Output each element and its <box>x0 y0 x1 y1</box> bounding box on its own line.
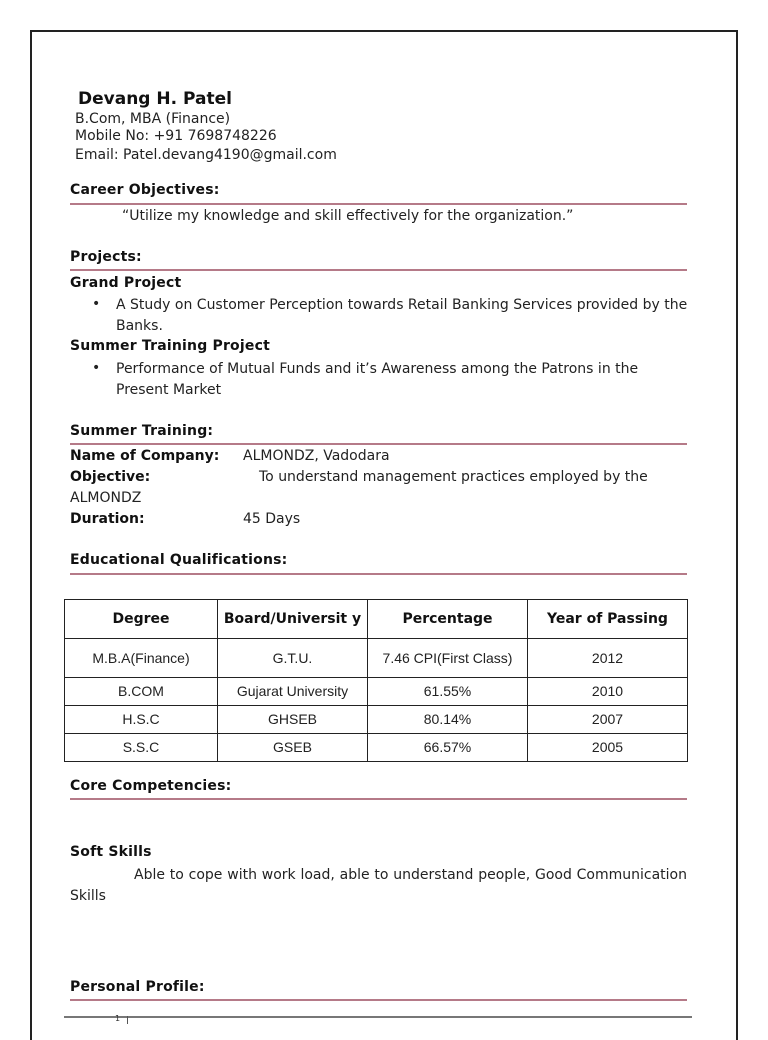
table-cell: M.B.A(Finance) <box>65 639 218 678</box>
summer-project-item: Performance of Mutual Funds and it’s Awareness among the Patrons in the Present Market <box>116 361 639 398</box>
table-cell: 2007 <box>528 706 688 734</box>
table-cell: 7.46 CPI(First Class) <box>368 639 528 678</box>
table-row <box>65 678 688 706</box>
table-cell: GHSEB <box>218 706 368 734</box>
table-cell: 61.55% <box>368 678 528 706</box>
resume-page <box>30 30 738 1040</box>
table-cell: G.T.U. <box>218 639 368 678</box>
table-cell: 2010 <box>528 678 688 706</box>
page-marker: 1 <box>115 1014 121 1023</box>
company-label: Name of Company: <box>70 448 220 464</box>
grand-project-item: A Study on Customer Perception towards Retail Banking Services provided by the Banks. <box>116 297 688 334</box>
education-heading: Educational Qualifications: <box>70 552 288 568</box>
section-divider <box>70 573 687 575</box>
duration-label: Duration: <box>70 511 145 527</box>
email-line: Email: Patel.devang4190@gmail.com <box>75 147 337 163</box>
education-table <box>64 599 688 762</box>
core-competencies-heading: Core Competencies: <box>70 778 232 794</box>
mobile-line: Mobile No: +91 7698748226 <box>75 128 277 144</box>
summer-project-heading: Summer Training Project <box>70 338 270 354</box>
table-cell: B.COM <box>65 678 218 706</box>
table-row <box>65 706 688 734</box>
percentage-header: Percentage <box>368 600 528 639</box>
candidate-name: Devang H. Patel <box>78 89 232 109</box>
section-divider <box>70 999 687 1001</box>
objective-continuation: ALMONDZ <box>70 490 142 506</box>
table-cell: Gujarat University <box>218 678 368 706</box>
career-objective-text: “Utilize my knowledge and skill effectively for the organization.” <box>122 208 574 224</box>
objective-value: To understand management practices employed by the <box>259 469 648 485</box>
objective-label: Objective: <box>70 469 151 485</box>
table-cell: 80.14% <box>368 706 528 734</box>
company-value: ALMONDZ, Vadodara <box>243 448 390 464</box>
table-cell: H.S.C <box>65 706 218 734</box>
table-cell: 2005 <box>528 734 688 762</box>
table-header-row <box>65 600 688 639</box>
grand-project-heading: Grand Project <box>70 275 182 291</box>
projects-heading: Projects: <box>70 249 142 265</box>
board-header: Board/Universit y <box>218 600 368 639</box>
bullet-icon: • <box>92 296 101 312</box>
duration-value: 45 Days <box>243 511 301 527</box>
career-objectives-heading: Career Objectives: <box>70 182 220 198</box>
table-row <box>65 734 688 762</box>
table-top-border <box>64 1016 692 1018</box>
table-cell: 66.57% <box>368 734 528 762</box>
personal-profile-heading: Personal Profile: <box>70 979 205 995</box>
soft-skills-text: Able to cope with work load, able to understand people, Good Communication Skills <box>70 867 687 904</box>
section-divider <box>70 269 687 271</box>
soft-skills-heading: Soft Skills <box>70 844 152 860</box>
year-header: Year of Passing <box>528 600 688 639</box>
qualification-line: B.Com, MBA (Finance) <box>75 111 231 127</box>
summer-training-heading: Summer Training: <box>70 423 214 439</box>
table-row <box>65 639 688 678</box>
table-cell: GSEB <box>218 734 368 762</box>
table-column-divider <box>127 1016 128 1024</box>
table-cell: 2012 <box>528 639 688 678</box>
bullet-icon: • <box>92 360 101 376</box>
section-divider <box>70 443 687 445</box>
section-divider <box>70 203 687 205</box>
table-cell: S.S.C <box>65 734 218 762</box>
degree-header: Degree <box>65 600 218 639</box>
section-divider <box>70 798 687 800</box>
